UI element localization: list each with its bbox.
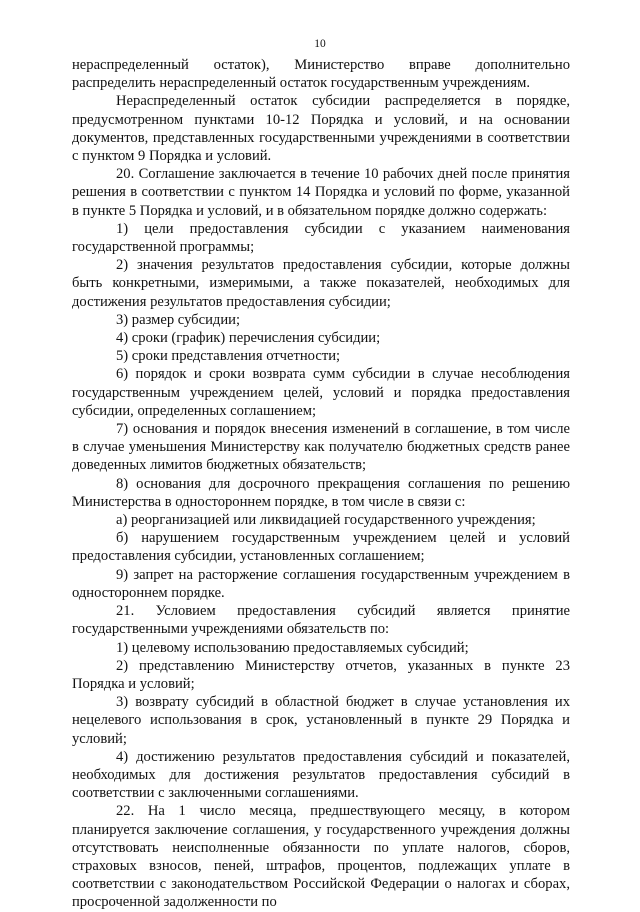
document-body <box>72 56 570 912</box>
list-item-20-8: 8) основания для досрочного прекращения соглашения по решению Министерства в одностороннем порядке, в том числе в связи с: <box>72 475 570 510</box>
list-item-21-4: 4) достижению результатов предоставления субсидий и показателей, необходимых для достижения результатов предоставления субсидий в соответствии с заключенными соглашениями. <box>72 748 570 802</box>
page-number: 10 <box>314 38 326 50</box>
list-item-20-9: 9) запрет на расторжение соглашения государственным учреждением в одностороннем порядке. <box>72 566 570 601</box>
list-item-21-1: 1) целевому использованию предоставляемых субсидий; <box>116 639 469 656</box>
list-item-20-7: 7) основания и порядок внесения изменений в соглашение, в том числе в случае уменьшения Министерству как получателю бюджетных средств ранее доведенных лимитов бюджетных обязательств; <box>72 421 570 474</box>
list-item-20-6: 6) порядок и сроки возврата сумм субсидии в случае несоблюдения государственным учреждением целей, условий и порядка предоставления субсидии, определенных соглашением; <box>72 366 570 419</box>
paragraph-clause-20: 20. Соглашение заключается в течение 10 рабочих дней после принятия решения в соответствии с пунктом 14 Порядка и условий по форме, указанной в пункте 5 Порядка и условий, и в обязательном порядке должно содержать: <box>72 166 570 219</box>
list-item-20-8-a: а) реорганизацией или ликвидацией государственного учреждения; <box>116 512 536 529</box>
paragraph-clause-21: 21. Условием предоставления субсидий является принятие государственными учреждениями обязательств по: <box>72 603 570 638</box>
list-item-21-2: 2) представлению Министерству отчетов, указанных в пункте 23 Порядка и условий; <box>72 657 570 692</box>
list-item-20-5: 5) сроки представления отчетности; <box>116 348 341 365</box>
list-item-21-3: 3) возврату субсидий в областной бюджет в случае установления их нецелевого использования в срок, установленный в пункте 29 Порядка и условий; <box>72 694 570 747</box>
list-item-20-1: 1) цели предоставления субсидии с указанием наименования государственной программы; <box>72 220 570 256</box>
paragraph-continuation: нераспределенный остаток), Министерство вправе дополнительно распределить нераспределенный остаток государственным учреждениям. <box>72 57 570 92</box>
paragraph-remainder-distribution: Нераспределенный остаток субсидии распределяется в порядке, предусмотренном пунктами 10-12 Порядка и условий, и на основании документов, представленных государственными учреждениями в соответствии с пунктом 9 Порядка и условий. <box>72 93 570 165</box>
list-item-20-2: 2) значения результатов предоставления субсидии, которые должны быть конкретными, измеримыми, а также показателей, необходимых для достижения результатов предоставления субсидии; <box>72 257 570 310</box>
list-item-20-4: 4) сроки (график) перечисления субсидии; <box>116 330 381 347</box>
list-item-20-3: 3) размер субсидии; <box>116 311 240 328</box>
list-item-20-8-b: б) нарушением государственным учреждением целей и условий предоставления субсидии, установленных соглашением; <box>72 530 570 565</box>
paragraph-clause-22: 22. На 1 число месяца, предшествующего месяцу, в котором планируется заключение соглашения, у государственного учреждения должны отсутствовать неисполненные обязанности по уплате налогов, сборов, страховых взносов, пеней, штрафов, процентов, подлежащих уплате в соответствии с законодательством Российской Федерации о налогах и сборах, просроченной задолженности по <box>72 803 570 911</box>
